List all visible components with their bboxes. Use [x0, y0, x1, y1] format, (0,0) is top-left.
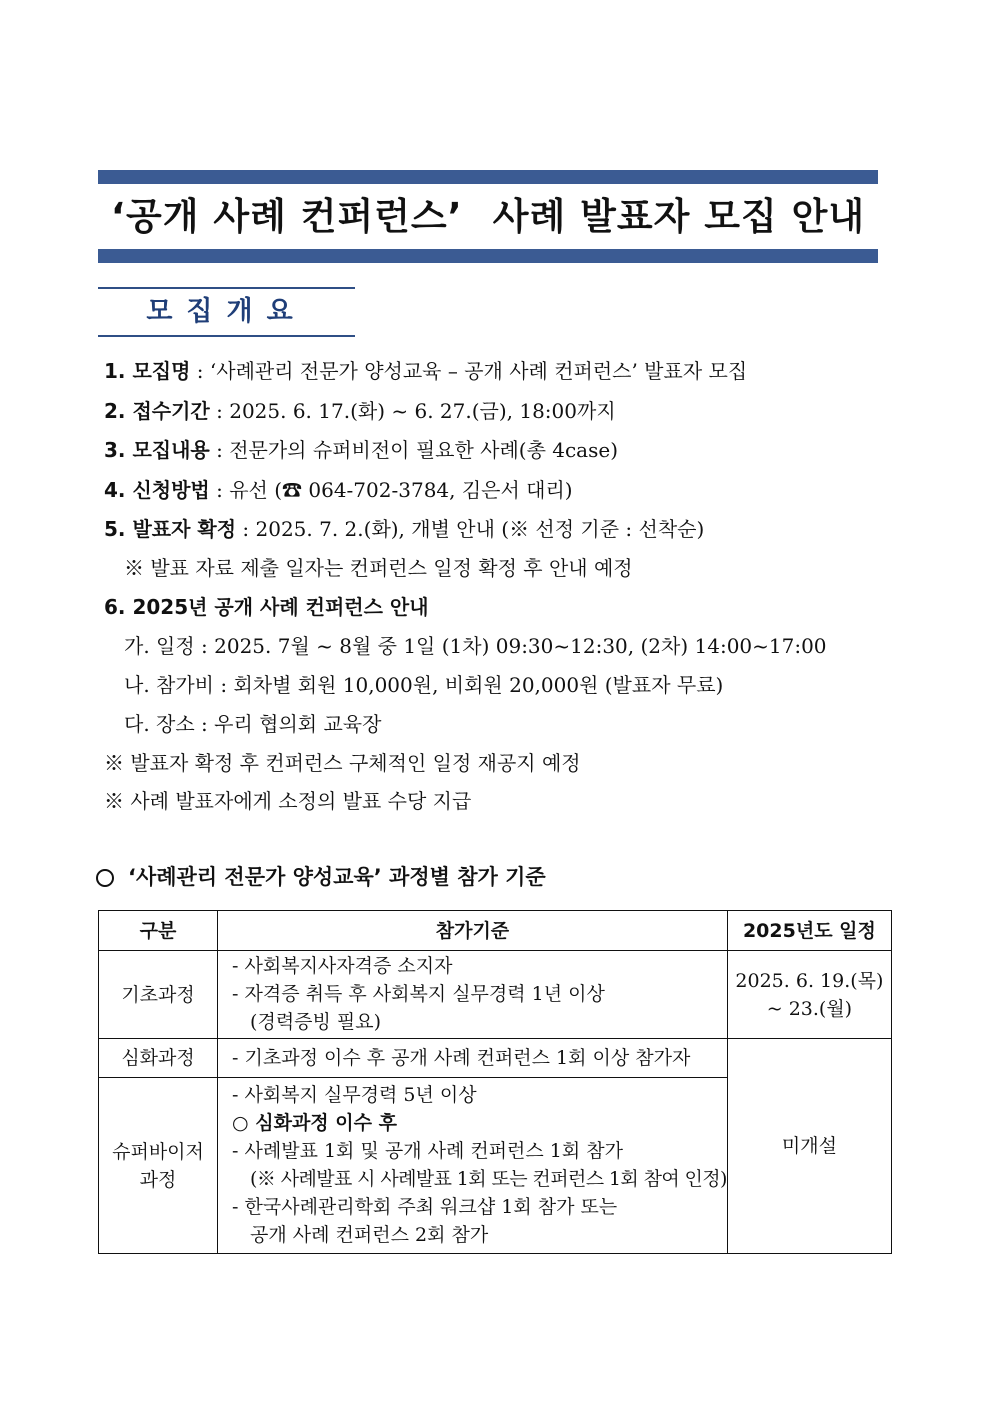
item-presenter-confirm: 5. 발표자 확정 : 2025. 7. 2.(화), 개별 안내 (※ 선정 기준 : 선착순): [104, 517, 705, 541]
item-recruit-name: 1. 모집명 : ‘사례관리 전문가 양성교육 – 공개 사례 컨퍼런스’ 발표자 모집: [104, 359, 748, 383]
circle-bullet-icon: [96, 869, 114, 887]
table-header-row: [99, 911, 892, 951]
conference-place: 다. 장소 : 우리 협의회 교육장: [124, 712, 382, 736]
page-title: [98, 188, 878, 246]
unopened-schedule: 미개설: [727, 1039, 891, 1254]
table-row: [99, 951, 892, 1039]
criteria-table: [98, 910, 892, 1254]
basic-course-schedule: 2025. 6. 19.(목) ~ 23.(월): [727, 951, 891, 1039]
item-application-period: 2. 접수기간 : 2025. 6. 17.(화) ~ 6. 27.(금), 18:00까지: [104, 399, 616, 423]
header-schedule: 2025년도 일정: [727, 911, 891, 951]
supervisor-course-name: 슈퍼바이저 과정: [99, 1078, 218, 1254]
note-schedule-reannounce: ※ 발표자 확정 후 컨퍼런스 구체적인 일정 재공지 예정: [104, 751, 581, 775]
title-bar-top: [98, 170, 878, 184]
item-recruit-content: 3. 모집내용 : 전문가의 슈퍼비전이 필요한 사례(총 4case): [104, 438, 619, 462]
note-submission: ※ 발표 자료 제출 일자는 컨퍼런스 일정 확정 후 안내 예정: [124, 556, 633, 580]
table-heading: ‘사례관리 전문가 양성교육’ 과정별 참가 기준: [96, 862, 546, 892]
note-presenter-allowance: ※ 사례 발표자에게 소정의 발표 수당 지급: [104, 789, 472, 813]
supervisor-course-criteria: - 사회복지 실무경력 5년 이상 ○ 심화과정 이수 후 - 사례발표 1회 및 공개 사례 컨퍼런스 1회 참가 (※ 사례발표 시 사례발표 1회 또는 컨퍼런스 1회 참여 인정) - 한국사례관리학회 주최 워크샵 1회 참가 또는 공개 사례 컨퍼런스 2회 참가: [218, 1078, 728, 1254]
header-category: 구분: [99, 911, 218, 951]
advanced-course-name: 심화과정: [99, 1039, 218, 1078]
header-criteria: 참가기준: [218, 911, 728, 951]
basic-course-criteria: - 사회복지사자격증 소지자 - 자격증 취득 후 사회복지 실무경력 1년 이상 (경력증빙 필요): [218, 951, 728, 1039]
title-part-2: 사례 발표자 모집 안내: [492, 195, 866, 238]
basic-course-name: 기초과정: [99, 951, 218, 1039]
table-row: [99, 1039, 892, 1078]
conference-fee: 나. 참가비 : 회차별 회원 10,000원, 비회원 20,000원 (발표자 무료): [124, 673, 724, 697]
title-bar-bottom: [98, 249, 878, 263]
item-conference-guide: 6. 2025년 공개 사례 컨퍼런스 안내: [104, 595, 429, 619]
title-part-1: ‘공개 사례 컨퍼런스’: [110, 195, 463, 238]
item-application-method: 4. 신청방법 : 유선 (☎ 064-702-3784, 김은서 대리): [104, 478, 573, 502]
advanced-course-criteria: - 기초과정 이수 후 공개 사례 컨퍼런스 1회 이상 참가자: [218, 1039, 728, 1078]
conference-schedule: 가. 일정 : 2025. 7월 ~ 8월 중 1일 (1차) 09:30~12:30, (2차) 14:00~17:00: [124, 634, 827, 658]
section-heading: 모집개요: [98, 287, 355, 337]
